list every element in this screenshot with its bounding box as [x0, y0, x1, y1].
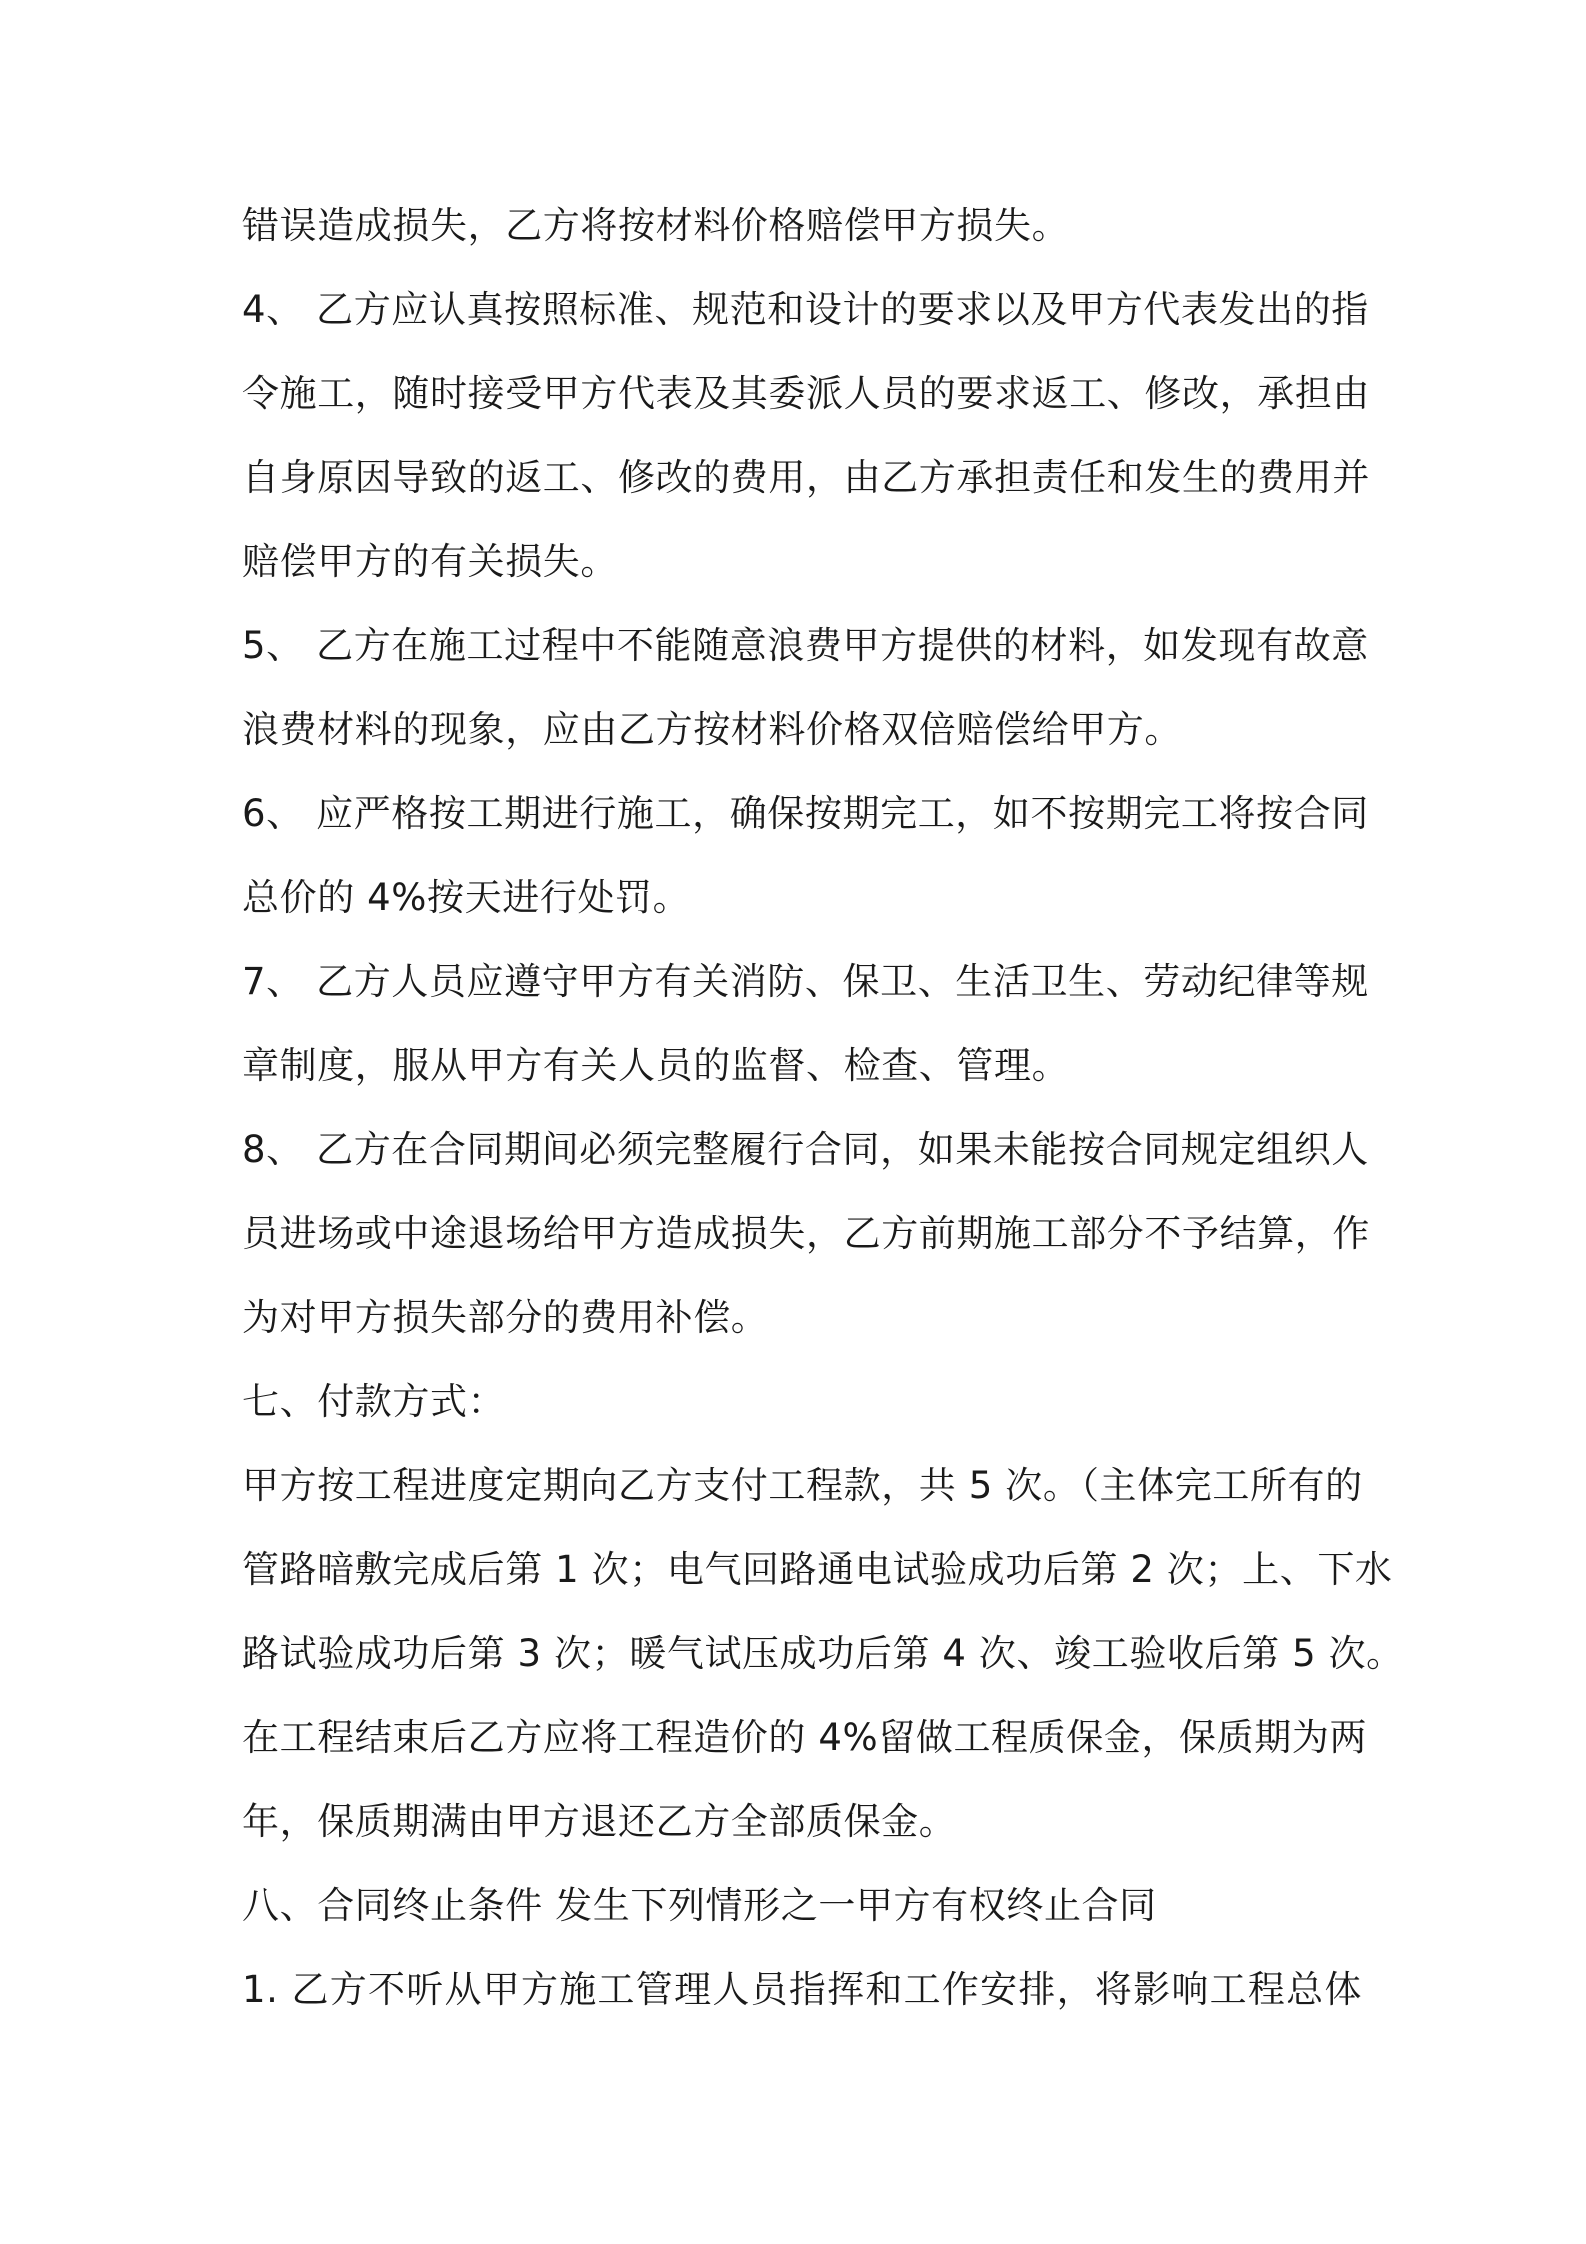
section-heading: 八、合同终止条件 发生下列情形之一甲方有权终止合同	[242, 1884, 1157, 1927]
text-line: 章制度，服从甲方有关人员的监督、检查、管理。	[242, 1044, 1070, 1087]
text-line: 8、 乙方在合同期间必须完整履行合同，如果未能按合同规定组织人	[242, 1128, 1369, 1171]
text-line: 总价的 4%按天进行处罚。	[242, 876, 691, 919]
text-line: 员进场或中途退场给甲方造成损失，乙方前期施工部分不予结算，作	[242, 1212, 1370, 1255]
text-line: 为对甲方损失部分的费用补偿。	[242, 1296, 769, 1339]
section-heading: 七、付款方式：	[242, 1380, 506, 1423]
text-line: 1. 乙方不听从甲方施工管理人员指挥和工作安排，将影响工程总体	[242, 1968, 1362, 2011]
text-line: 6、 应严格按工期进行施工，确保按期完工，如不按期完工将按合同	[242, 792, 1369, 835]
text-line: 自身原因导致的返工、修改的费用，由乙方承担责任和发生的费用并	[242, 456, 1370, 499]
text-line: 路试验成功后第 3 次；暖气试压成功后第 4 次、竣工验收后第 5 次。	[242, 1632, 1404, 1675]
text-line: 7、 乙方人员应遵守甲方有关消防、保卫、生活卫生、劳动纪律等规	[242, 960, 1369, 1003]
text-line: 错误造成损失，乙方将按材料价格赔偿甲方损失。	[242, 204, 1070, 247]
text-line: 5、 乙方在施工过程中不能随意浪费甲方提供的材料，如发现有故意	[242, 624, 1369, 667]
text-line: 在工程结束后乙方应将工程造价的 4%留做工程质保金，保质期为两	[242, 1716, 1368, 1759]
text-line: 4、 乙方应认真按照标准、规范和设计的要求以及甲方代表发出的指	[242, 288, 1369, 331]
text-line: 年，保质期满由甲方退还乙方全部质保金。	[242, 1800, 957, 1843]
text-line: 令施工，随时接受甲方代表及其委派人员的要求返工、修改，承担由	[242, 372, 1370, 415]
text-line: 赔偿甲方的有关损失。	[242, 540, 618, 583]
text-line: 管路暗敷完成后第 1 次；电气回路通电试验成功后第 2 次；上、下水	[242, 1548, 1393, 1591]
text-line: 浪费材料的现象，应由乙方按材料价格双倍赔偿给甲方。	[242, 708, 1182, 751]
text-line: 甲方按工程进度定期向乙方支付工程款，共 5 次。（主体完工所有的	[242, 1464, 1363, 1507]
